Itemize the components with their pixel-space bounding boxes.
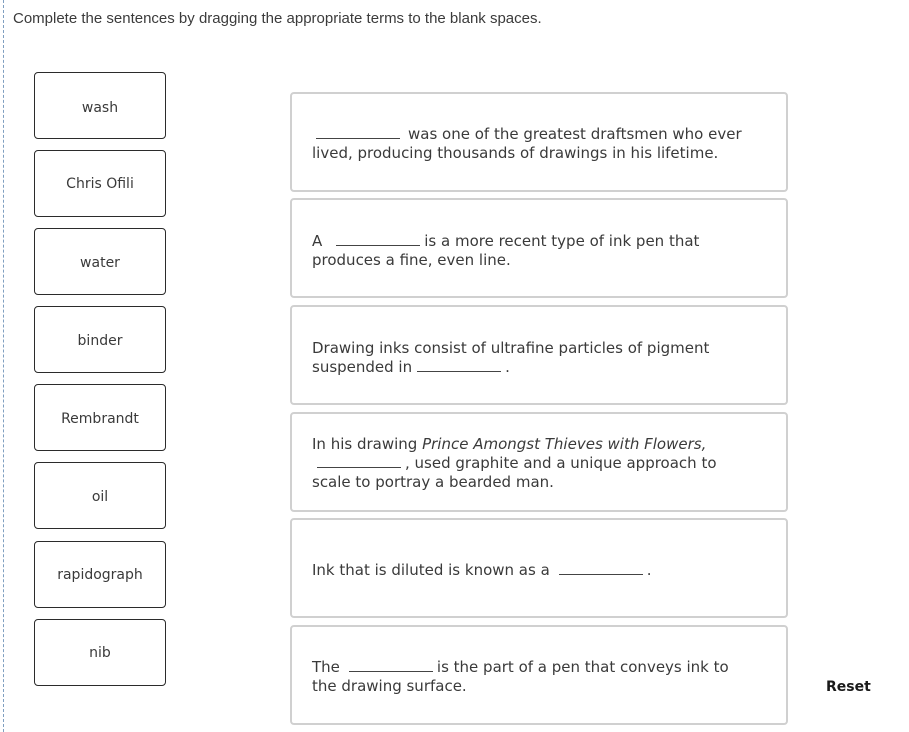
sentence-2-text-after: is a more recent type of ink pen that produces a fine, even line.: [312, 232, 700, 269]
term-water[interactable]: water: [34, 228, 166, 295]
term-oil[interactable]: oil: [34, 462, 166, 529]
term-rapidograph[interactable]: rapidograph: [34, 541, 166, 608]
sentence-6-text-before: The: [312, 658, 340, 676]
term-wash[interactable]: wash: [34, 72, 166, 139]
sentence-2: [290, 198, 788, 298]
sentence-3-text-after: .: [505, 358, 510, 376]
drop-blank-6[interactable]: [349, 658, 433, 672]
drop-blank-3[interactable]: [417, 358, 501, 372]
sentence-3-text-before: Drawing inks consist of ultrafine particles of pigment suspended in: [312, 339, 710, 376]
drop-blank-1[interactable]: [316, 125, 400, 139]
sentence-1-text-after: was one of the greatest draftsmen who ever lived, producing thousands of drawings in his lifetime.: [312, 125, 742, 162]
drop-blank-5[interactable]: [559, 561, 643, 575]
drop-blank-4[interactable]: [317, 454, 401, 468]
drop-blank-2[interactable]: [336, 232, 420, 246]
term-nib[interactable]: nib: [34, 619, 166, 686]
sentence-3: [290, 305, 788, 405]
term-chris-ofili[interactable]: Chris Ofili: [34, 150, 166, 217]
sentence-4-artwork-title: Prince Amongst Thieves with Flowers,: [422, 435, 707, 453]
sentence-4-text-before: In his drawing: [312, 435, 418, 453]
sentence-6-text-after: is the part of a pen that conveys ink to the drawing surface.: [312, 658, 729, 695]
sentence-4: [290, 412, 788, 512]
sentence-2-text-before: A: [312, 232, 323, 250]
sentence-5: [290, 518, 788, 618]
term-rembrandt[interactable]: Rembrandt: [34, 384, 166, 451]
sentence-6: [290, 625, 788, 725]
sentence-1: [290, 92, 788, 192]
sentence-4-text-after: , used graphite and a unique approach to scale to portray a bearded man.: [312, 454, 717, 491]
instruction-text: Complete the sentences by dragging the appropriate terms to the blank spaces.: [13, 10, 542, 27]
term-binder[interactable]: binder: [34, 306, 166, 373]
sentence-5-text-after: .: [646, 561, 652, 579]
left-dashed-border: [3, 0, 4, 732]
reset-button[interactable]: Reset: [826, 679, 871, 695]
sentence-5-text-before: Ink that is diluted is known as a: [312, 561, 550, 579]
